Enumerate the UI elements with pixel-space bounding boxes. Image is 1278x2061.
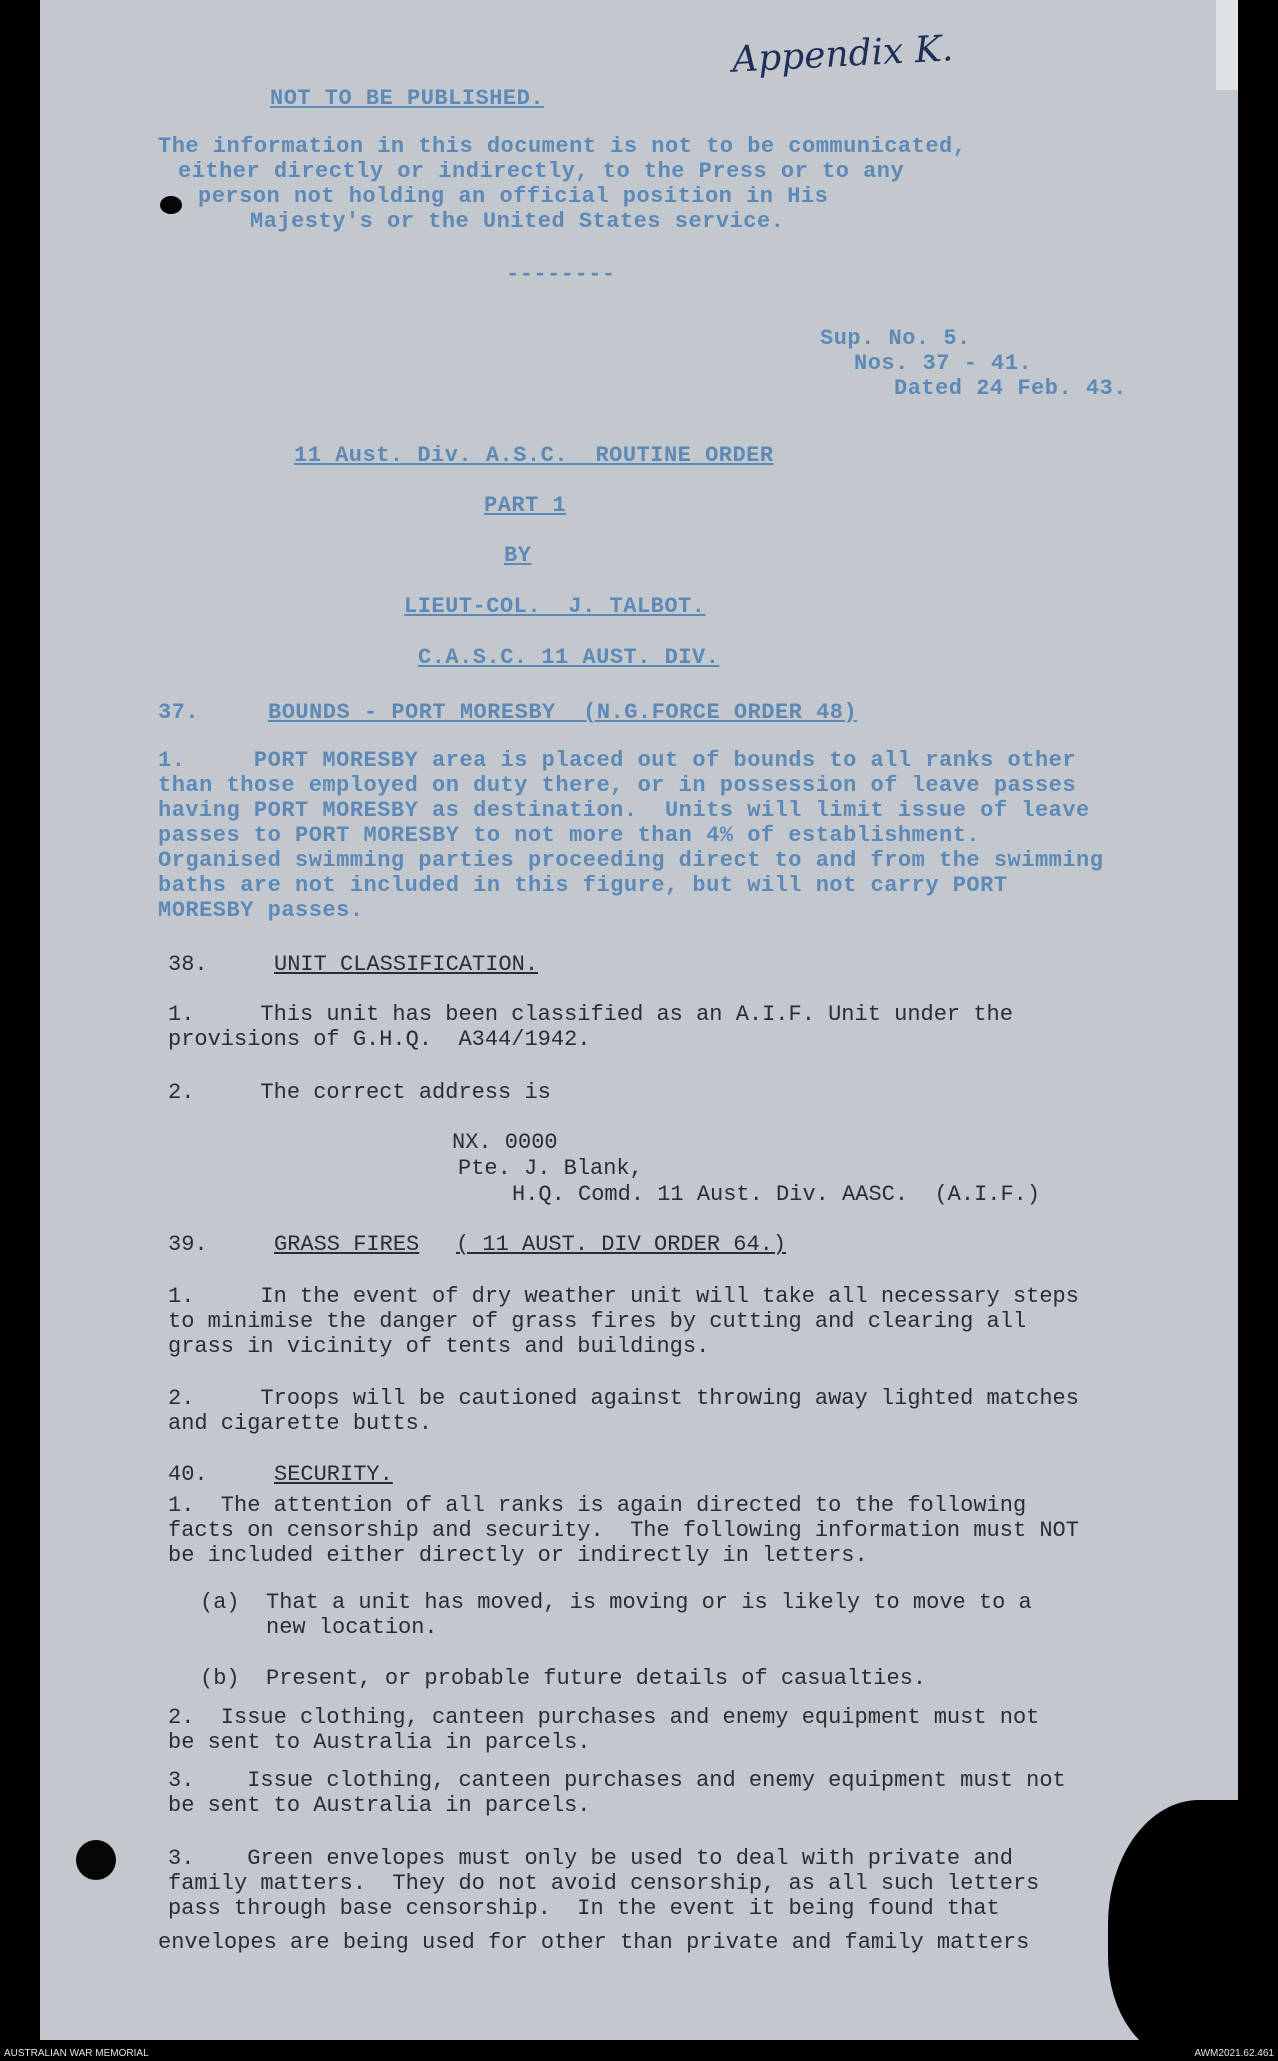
section-40-item-a: new location. xyxy=(200,1615,438,1640)
section-38-heading: UNIT CLASSIFICATION. xyxy=(274,952,539,977)
notice-line: Majesty's or the United States service. xyxy=(250,209,785,234)
section-40-item-a: (a) That a unit has moved, is moving or is likely to move to a xyxy=(200,1590,1032,1615)
order-author-title: C.A.S.C. 11 AUST. DIV. xyxy=(418,645,720,670)
section-40-text: pass through base censorship. In the event it being found that xyxy=(168,1896,1000,1921)
section-39-heading-ref: ( 11 AUST. DIV ORDER 64.) xyxy=(456,1232,787,1257)
torn-corner xyxy=(1108,1800,1238,2040)
section-40-text: be sent to Australia in parcels. xyxy=(168,1730,591,1755)
section-40-text: facts on censorship and security. The following information must NOT xyxy=(168,1518,1079,1543)
address-line: H.Q. Comd. 11 Aust. Div. AASC. (A.I.F.) xyxy=(512,1182,1041,1207)
section-37-line: than those employed on duty there, or in possession of leave passes xyxy=(158,773,1077,798)
punch-hole-bottom xyxy=(76,1840,116,1880)
footer-right: AWM2021.62.461 xyxy=(1194,2048,1274,2059)
section-37-line: Organised swimming parties proceeding direct to and from the swimming xyxy=(158,848,1104,873)
address-line: Pte. J. Blank, xyxy=(458,1156,643,1181)
section-40-text: envelopes are being used for other than private and family matters xyxy=(158,1930,1030,1955)
section-37-line: passes to PORT MORESBY to not more than 4% of establishment. xyxy=(158,823,981,848)
order-author: LIEUT-COL. J. TALBOT. xyxy=(404,594,706,619)
section-39-text: grass in vicinity of tents and buildings. xyxy=(168,1334,710,1359)
section-37-line: having PORT MORESBY as destination. Units will limit issue of leave xyxy=(158,798,1090,823)
notice-line: either directly or indirectly, to the Press or to any xyxy=(178,159,905,184)
punch-hole-top xyxy=(160,196,182,214)
caption-not-to-be-published: NOT TO BE PUBLISHED. xyxy=(270,86,545,111)
section-40-text: 3. Green envelopes must only be used to deal with private and xyxy=(168,1846,1013,1871)
section-40-text: be included either directly or indirectly in letters. xyxy=(168,1543,868,1568)
section-40-text: be sent to Australia in parcels. xyxy=(168,1793,591,1818)
section-37-number: 37. xyxy=(158,700,200,725)
section-39-text: and cigarette butts. xyxy=(168,1411,433,1436)
section-37-line: baths are not included in this figure, but will not carry PORT xyxy=(158,873,1008,898)
footer-left: AUSTRALIAN WAR MEMORIAL xyxy=(4,2048,149,2059)
section-39-heading: GRASS FIRES xyxy=(274,1232,420,1257)
section-39-number: 39. xyxy=(168,1232,208,1257)
section-40-item-b: (b) Present, or probable future details of casualties. xyxy=(200,1666,927,1691)
section-40-number: 40. xyxy=(168,1462,208,1487)
order-by: BY xyxy=(504,543,532,568)
ref-date: Dated 24 Feb. 43. xyxy=(894,376,1127,401)
section-37-line: MORESBY passes. xyxy=(158,898,364,923)
section-40-text: 2. Issue clothing, canteen purchases and enemy equipment must not xyxy=(168,1705,1040,1730)
section-40-text: 3. Issue clothing, canteen purchases and enemy equipment must not xyxy=(168,1768,1066,1793)
notice-line: person not holding an official position in His xyxy=(198,184,829,209)
section-38-text: provisions of G.H.Q. A344/1942. xyxy=(168,1027,591,1052)
ref-numbers: Nos. 37 - 41. xyxy=(854,351,1033,376)
address-line: NX. 0000 xyxy=(452,1130,558,1155)
section-37-line: 1. PORT MORESBY area is placed out of bounds to all ranks other xyxy=(158,748,1077,773)
section-39-text: 1. In the event of dry weather unit will take all necessary steps xyxy=(168,1284,1079,1309)
document-page xyxy=(40,0,1238,2040)
order-title: 11 Aust. Div. A.S.C. ROUTINE ORDER xyxy=(294,443,774,468)
section-40-text: family matters. They do not avoid censorship, as all such letters xyxy=(168,1871,1040,1896)
section-40-text: 1. The attention of all ranks is again directed to the following xyxy=(168,1493,1027,1518)
notice-line: The information in this document is not to be communicated, xyxy=(158,134,967,159)
section-37-heading: BOUNDS - PORT MORESBY (N.G.FORCE ORDER 48) xyxy=(268,700,858,725)
section-39-text: to minimise the danger of grass fires by cutting and clearing all xyxy=(168,1309,1027,1334)
section-39-text: 2. Troops will be cautioned against throwing away lighted matches xyxy=(168,1386,1079,1411)
rule: -------- xyxy=(506,262,616,287)
handwritten-annotation: Appendix K. xyxy=(731,28,955,81)
paper-fold xyxy=(1216,0,1238,90)
section-38-number: 38. xyxy=(168,952,208,977)
section-38-text: 2. The correct address is xyxy=(168,1080,551,1105)
section-38-text: 1. This unit has been classified as an A.I.F. Unit under the xyxy=(168,1002,1013,1027)
section-40-heading: SECURITY. xyxy=(274,1462,393,1487)
order-part: PART 1 xyxy=(484,493,567,518)
ref-supplement: Sup. No. 5. xyxy=(820,326,971,351)
